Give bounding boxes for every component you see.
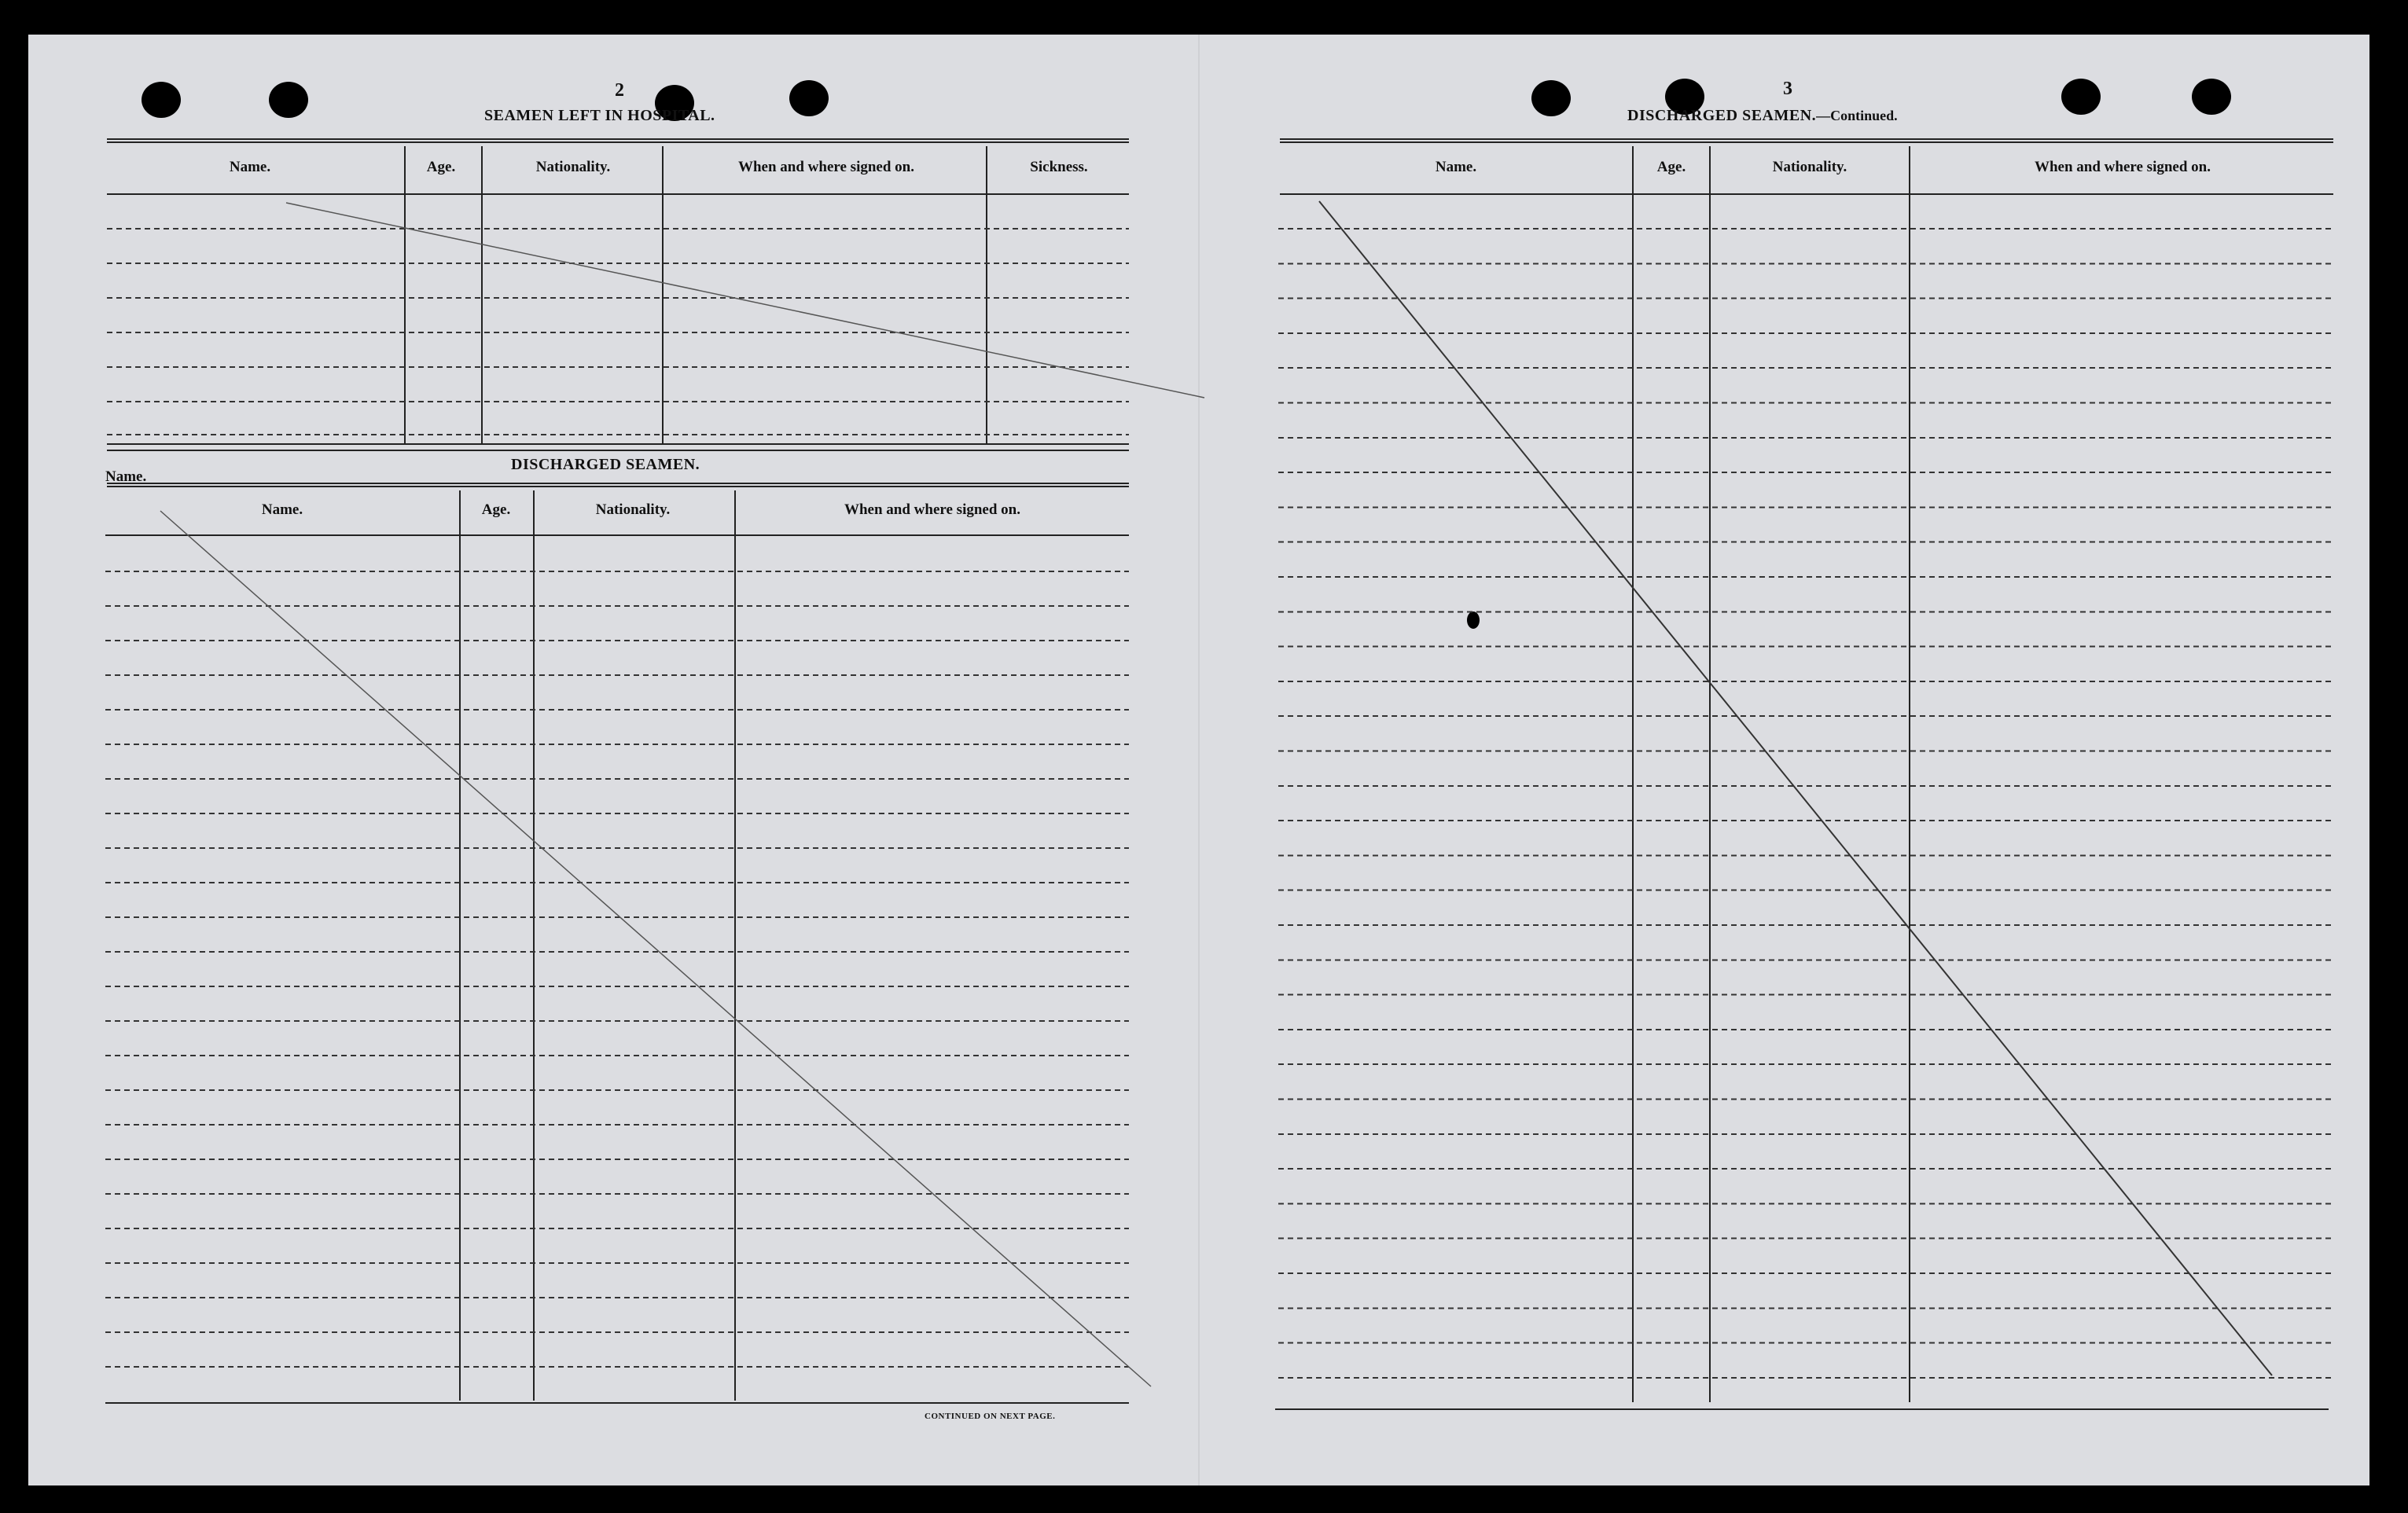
- right-col-signed-on: When and where signed on.: [2034, 159, 2211, 175]
- right-col-name: Name.: [1435, 159, 1477, 175]
- discharged-col-age: Age.: [481, 501, 511, 518]
- right-section-title-main: DISCHARGED SEAMEN.: [1627, 107, 1817, 124]
- discharged-col-nationality: Nationality.: [595, 501, 671, 518]
- discharged-col-name: Name.: [261, 501, 303, 518]
- right-strike-line: [1319, 201, 2272, 1375]
- discharged-strike-line: [160, 511, 1151, 1386]
- hospital-col-age: Age.: [426, 159, 456, 175]
- left-page-number: 2: [615, 80, 624, 101]
- right-col-age: Age.: [1656, 159, 1686, 175]
- hospital-strike-line: [286, 203, 1204, 398]
- hospital-col-name: Name.: [229, 159, 271, 175]
- continued-note: CONTINUED ON NEXT PAGE.: [925, 1412, 1056, 1421]
- right-col-nationality: Nationality.: [1772, 159, 1847, 175]
- discharged-section-title: DISCHARGED SEAMEN.: [511, 456, 700, 473]
- hospital-col-sickness: Sickness.: [1030, 159, 1088, 175]
- right-page-number: 3: [1783, 79, 1792, 99]
- hospital-col-signed-on: When and where signed on.: [737, 159, 914, 175]
- discharged-col-signed-on: When and where signed on.: [844, 501, 1020, 518]
- ledger-sheet: 2 SEAMEN LEFT IN HOSPITAL. Name. Age. Nationality. When and where signed on. Sickness. DISCHARGED SEAMEN. Name. Name. Age. Nationality. When and where signed on. CONTINUED ON NEXT PAGE. 3 DISCHARGED SEAMEN.—Continued. Name. Age. Nationality. When and where signed on.: [28, 35, 2369, 1485]
- strike-through-lines: [28, 35, 2369, 1485]
- hospital-section-title: SEAMEN LEFT IN HOSPITAL.: [484, 107, 715, 124]
- right-section-title-suffix: —Continued.: [1816, 108, 1898, 123]
- hospital-col-nationality: Nationality.: [535, 159, 611, 175]
